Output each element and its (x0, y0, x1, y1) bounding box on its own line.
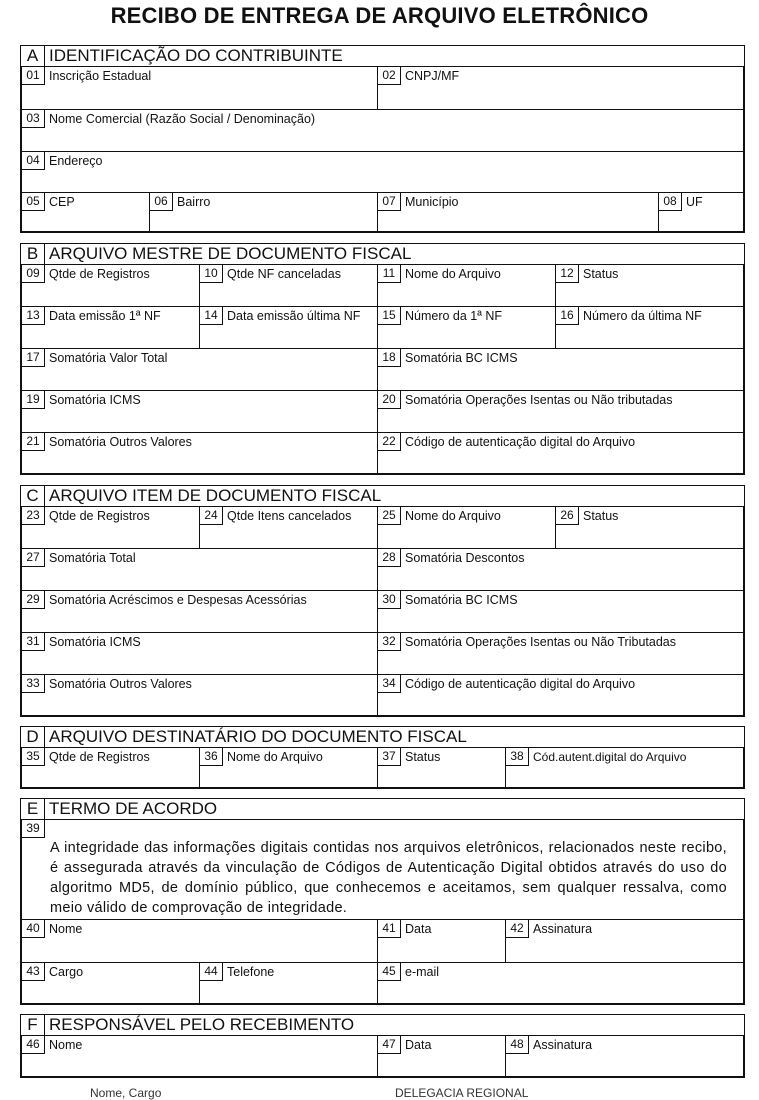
field-label: Data emissão última NF (227, 309, 361, 323)
field-number: 14 (200, 307, 223, 325)
field-somatoria-operacoes-isentas[interactable] (377, 632, 744, 675)
field-somatoria-bc-icms[interactable] (377, 590, 744, 633)
field-label: Data emissão 1ª NF (49, 309, 161, 323)
field-nome-arquivo[interactable] (199, 747, 378, 788)
field-nome-arquivo[interactable] (377, 264, 556, 307)
field-label: Somatória Descontos (405, 551, 525, 565)
field-somatoria-outros-valores[interactable] (21, 432, 378, 474)
field-number: 32 (378, 633, 401, 651)
field-somatoria-valor-total[interactable] (21, 348, 378, 391)
field-label: Telefone (227, 965, 275, 979)
field-label: Somatória BC ICMS (405, 351, 518, 365)
section-e (20, 798, 745, 1005)
field-number: 26 (556, 507, 579, 525)
field-somatoria-outros-valores[interactable] (21, 674, 378, 716)
field-number: 42 (506, 920, 529, 938)
termo-de-acordo-text-box (21, 819, 744, 920)
field-number: 05 (22, 193, 45, 211)
section-b (20, 243, 745, 475)
section-title: ARQUIVO DESTINATÁRIO DO DOCUMENTO FISCAL (49, 727, 467, 746)
field-cargo[interactable] (21, 962, 200, 1004)
section-letter: A (21, 46, 45, 66)
field-endereco[interactable] (21, 151, 744, 193)
field-nome-arquivo[interactable] (377, 506, 556, 549)
field-number: 11 (378, 265, 401, 283)
field-somatoria-descontos[interactable] (377, 548, 744, 591)
field-codigo-autenticacao[interactable] (377, 432, 744, 474)
field-status[interactable] (555, 506, 744, 549)
field-email[interactable] (377, 962, 744, 1004)
field-label: Somatória Valor Total (49, 351, 168, 365)
field-number: 18 (378, 349, 401, 367)
field-number: 12 (556, 265, 579, 283)
section-f (20, 1014, 745, 1078)
field-number: 21 (22, 433, 45, 451)
field-cep[interactable] (21, 192, 150, 232)
field-number: 38 (506, 748, 529, 766)
field-number: 29 (22, 591, 45, 609)
field-bairro[interactable] (149, 192, 378, 232)
field-number: 03 (22, 110, 45, 128)
field-qtde-itens-cancelados[interactable] (199, 506, 378, 549)
field-number: 10 (200, 265, 223, 283)
field-number: 06 (150, 193, 173, 211)
field-number: 07 (378, 193, 401, 211)
field-number: 15 (378, 307, 401, 325)
field-label: Nome Comercial (Razão Social / Denominação) (49, 112, 316, 126)
section-letter: F (21, 1015, 45, 1035)
form-title: RECIBO DE ENTREGA DE ARQUIVO ELETRÔNICO (110, 3, 649, 28)
field-status[interactable] (377, 747, 506, 788)
field-data[interactable] (377, 1035, 506, 1077)
section-title: IDENTIFICAÇÃO DO CONTRIBUINTE (49, 46, 343, 65)
field-number: 46 (22, 1036, 45, 1054)
field-label: Assinatura (533, 922, 593, 936)
section-letter: E (21, 799, 45, 819)
field-label: Somatória Outros Valores (49, 435, 192, 449)
section-a (20, 45, 745, 233)
field-data[interactable] (377, 919, 506, 963)
field-label: Número da última NF (583, 309, 702, 323)
field-number: 43 (22, 963, 45, 981)
field-number: 20 (378, 391, 401, 409)
field-qtde-nf-canceladas[interactable] (199, 264, 378, 307)
section-d (20, 726, 745, 789)
field-label: Somatória Operações Isentas ou Não tributadas (405, 393, 673, 407)
field-number: 45 (378, 963, 401, 981)
field-number: 36 (200, 748, 223, 766)
field-somatoria-total[interactable] (21, 548, 378, 591)
field-label: Data (405, 922, 432, 936)
field-cod-autent-digital[interactable] (505, 747, 744, 788)
field-label: Qtde NF canceladas (227, 267, 341, 281)
field-number: 02 (378, 67, 401, 85)
field-qtde-registros[interactable] (21, 506, 200, 549)
field-number: 01 (22, 67, 45, 85)
field-label: Nome do Arquivo (227, 750, 323, 764)
field-somatoria-acrescimos[interactable] (21, 590, 378, 633)
field-label: Status (583, 267, 619, 281)
field-label: Bairro (177, 195, 211, 209)
field-label: Qtde de Registros (49, 509, 150, 523)
field-telefone[interactable] (199, 962, 378, 1004)
field-number: 28 (378, 549, 401, 567)
field-cnpj[interactable] (377, 66, 744, 110)
field-status[interactable] (555, 264, 744, 307)
field-data-emissao-primeira-nf[interactable] (21, 306, 200, 349)
field-number: 09 (22, 265, 45, 283)
field-label: Código de autenticação digital do Arquivo (405, 677, 636, 691)
field-numero-primeira-nf[interactable] (377, 306, 556, 349)
field-label: Somatória ICMS (49, 393, 141, 407)
field-somatoria-icms[interactable] (21, 390, 378, 433)
field-label: e-mail (405, 965, 440, 979)
section-title: ARQUIVO MESTRE DE DOCUMENTO FISCAL (49, 244, 412, 263)
field-assinatura[interactable] (505, 1035, 744, 1077)
field-label: Somatória BC ICMS (405, 593, 518, 607)
field-codigo-autenticacao[interactable] (377, 674, 744, 716)
termo-de-acordo-text: A integridade das informações digitais contidas nos arquivos eletrônicos, relacionados neste recibo, é assegurada através da vinculação de Códigos de Autenticação Digital obtidos através do uso do algoritmo MD5, de domínio público, que conhecemos e aceitamos, sem qualquer ressalva, como meio válido de comprovação de integridade. (50, 840, 727, 916)
field-number: 37 (378, 748, 401, 766)
field-label: Nome (49, 1038, 83, 1052)
section-c-header (21, 486, 744, 507)
field-somatoria-operacoes-isentas[interactable] (377, 390, 744, 433)
field-number: 39 (22, 820, 45, 838)
footer-left-text: Nome, Cargo (90, 1086, 162, 1100)
field-qtde-registros[interactable] (21, 264, 200, 307)
field-number: 34 (378, 675, 401, 693)
field-number: 04 (22, 152, 45, 170)
field-label: Data (405, 1038, 432, 1052)
field-number: 47 (378, 1036, 401, 1054)
section-title: TERMO DE ACORDO (49, 799, 218, 818)
field-label: UF (686, 195, 703, 209)
field-nome[interactable] (21, 919, 378, 963)
field-somatoria-icms[interactable] (21, 632, 378, 675)
field-label: Somatória Total (49, 551, 136, 565)
field-number: 17 (22, 349, 45, 367)
field-label: CNPJ/MF (405, 69, 460, 83)
field-number: 25 (378, 507, 401, 525)
footer-right-text: DELEGACIA REGIONAL (395, 1086, 529, 1100)
section-a-header (21, 46, 744, 67)
section-b-header (21, 244, 744, 265)
field-label: Somatória Outros Valores (49, 677, 192, 691)
field-numero-ultima-nf[interactable] (555, 306, 744, 349)
section-e-header (21, 799, 744, 820)
field-number: 30 (378, 591, 401, 609)
field-label: Qtde de Registros (49, 267, 150, 281)
field-number: 23 (22, 507, 45, 525)
section-title: ARQUIVO ITEM DE DOCUMENTO FISCAL (49, 486, 382, 505)
field-number: 41 (378, 920, 401, 938)
field-number: 19 (22, 391, 45, 409)
section-letter: D (21, 727, 45, 747)
field-number: 24 (200, 507, 223, 525)
field-label: Cód.autent.digital do Arquivo (533, 750, 687, 764)
field-somatoria-bc-icms[interactable] (377, 348, 744, 391)
field-label: Nome (49, 922, 83, 936)
field-label: CEP (49, 195, 75, 209)
field-label: Qtde de Registros (49, 750, 150, 764)
section-letter: B (21, 244, 45, 264)
section-f-header (21, 1015, 744, 1036)
field-qtde-registros[interactable] (21, 747, 200, 788)
field-label: Somatória Acréscimos e Despesas Acessórias (49, 593, 307, 607)
field-label: Assinatura (533, 1038, 593, 1052)
field-assinatura[interactable] (505, 919, 744, 963)
field-number: 13 (22, 307, 45, 325)
field-municipio[interactable] (377, 192, 659, 232)
field-number: 08 (659, 193, 682, 211)
field-nome[interactable] (21, 1035, 378, 1077)
field-number: 22 (378, 433, 401, 451)
section-title: RESPONSÁVEL PELO RECEBIMENTO (49, 1015, 355, 1034)
field-label: Endereço (49, 154, 103, 168)
field-number: 27 (22, 549, 45, 567)
field-label: Município (405, 195, 459, 209)
field-label: Qtde Itens cancelados (227, 509, 352, 523)
section-d-header (21, 727, 744, 748)
section-c (20, 485, 745, 717)
field-label: Status (405, 750, 441, 764)
field-number: 40 (22, 920, 45, 938)
field-number: 31 (22, 633, 45, 651)
field-nome-comercial[interactable] (21, 109, 744, 152)
field-number: 44 (200, 963, 223, 981)
field-inscricao-estadual[interactable] (21, 66, 378, 110)
field-data-emissao-ultima-nf[interactable] (199, 306, 378, 349)
field-label: Somatória Operações Isentas ou Não Tributadas (405, 635, 676, 649)
field-label: Nome do Arquivo (405, 509, 501, 523)
field-number: 35 (22, 748, 45, 766)
field-number: 33 (22, 675, 45, 693)
field-number: 16 (556, 307, 579, 325)
field-number: 48 (506, 1036, 529, 1054)
field-uf[interactable] (658, 192, 744, 232)
field-label: Inscrição Estadual (49, 69, 152, 83)
field-label: Status (583, 509, 619, 523)
field-label: Nome do Arquivo (405, 267, 501, 281)
field-label: Código de autenticação digital do Arquivo (405, 435, 636, 449)
field-label: Somatória ICMS (49, 635, 141, 649)
section-letter: C (21, 486, 45, 506)
field-label: Número da 1ª NF (405, 309, 503, 323)
field-label: Cargo (49, 965, 84, 979)
